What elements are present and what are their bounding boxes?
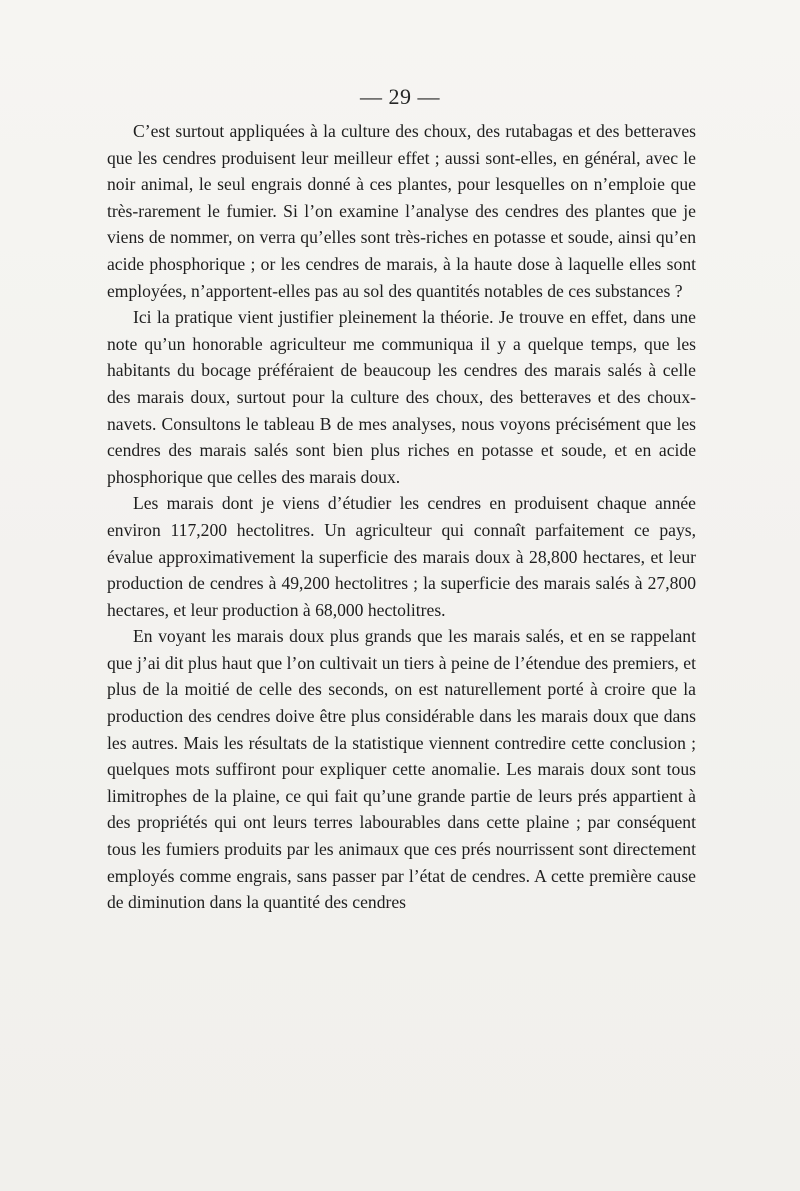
paragraph-2: Ici la pratique vient justifier pleinement la théorie. Je trouve en effet, dans une note qu’un honorable agriculteur me communiqua il y a quelque temps, que les habitants du bocage préféraient de beaucoup les cendres des marais salés à celle des marais doux, surtout pour la culture des choux, des betteraves et des choux-navets. Consultons le tableau B de mes analyses, nous voyons précisément que les cendres des marais salés sont bien plus riches en potasse et soude, et en acide phosphorique que celles des marais doux. bbox=[107, 307, 696, 487]
paragraph-1: C’est surtout appliquées à la culture des choux, des rutabagas et des betteraves que les cendres produisent leur meilleur effet ; aussi sont-elles, en général, avec le noir animal, le seul engrais donné à ces plantes, pour lesquelles on n’emploie que très-rarement le fumier. Si l’on examine l’analyse des cendres des plantes que je viens de nommer, on verra qu’elles sont très-riches en potasse et soude, ainsi qu’en acide phosphorique ; or les cendres de marais, à la haute dose à laquelle elles sont employées, n’apportent-elles pas au sol des quantités notables de ces substances ? bbox=[107, 121, 696, 301]
paragraph-4: En voyant les marais doux plus grands que les marais salés, et en se rappelant que j’ai dit plus haut que l’on cultivait un tiers à peine de l’étendue des premiers, et plus de la moitié de celle des seconds, on est naturellement porté à croire que la production des cendres doive être plus considérable dans les marais doux que dans les autres. Mais les résultats de la statistique viennent contredire cette conclusion ; quelques mots suffiront pour expliquer cette anomalie. Les marais doux sont tous limitrophes de la plaine, ce qui fait qu’une grande partie de leurs prés appartient à des propriétés qui ont leurs terres labourables dans cette plaine ; par conséquent tous les fumiers produits par les animaux que ces prés nourrissent sont directement employés comme engrais, sans passer par l’état de cendres. A cette première cause de diminution dans la quantité des cendres bbox=[107, 626, 696, 913]
page-number: — 29 — bbox=[360, 84, 440, 109]
body-text bbox=[107, 118, 696, 916]
paragraph-3: Les marais dont je viens d’étudier les cendres en produisent chaque année environ 117,200 hectolitres. Un agriculteur qui connaît parfaitement ce pays, évalue approximativement la superficie des marais doux à 28,800 hectares, et leur production de cendres à 49,200 hectolitres ; la superficie des marais salés à 27,800 hectares, et leur production à 68,000 hectolitres. bbox=[107, 493, 696, 620]
